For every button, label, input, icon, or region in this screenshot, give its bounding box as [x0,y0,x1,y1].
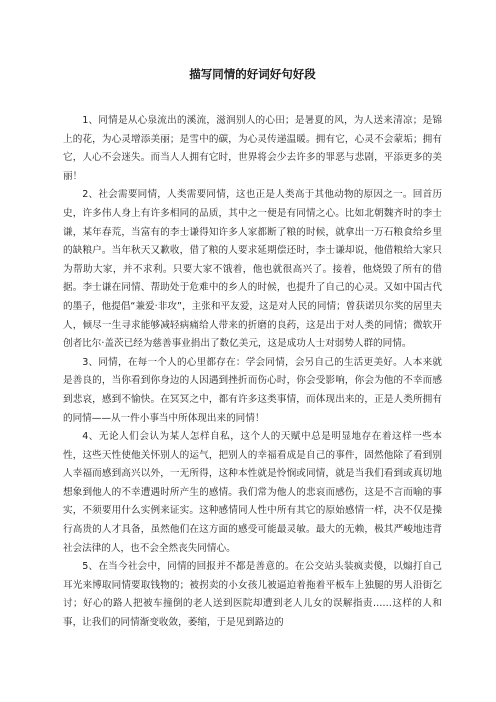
paragraph-3: 3、同情，在每一个人的心里都存在：学会同情，会另自己的生活更美好。人本来就是善良的，当你看到你身边的人因遇到挫折而伤心时，你会受影响，你会为他的不幸而感到悲哀，感到不愉快。在冥冥之中，都有许多这类事情，而体现出来的，正是人类所拥有的同情——从一件小事当中所体现出来的同情！ [63,356,442,424]
paragraph-2: 2、社会需要同情，人类需要同情，这也正是人类高于其他动物的原因之一。回首历史，许多伟人身上有许多相同的品质，其中之一便是有同情之心。比如北朝魏齐时的李士谦，某年春荒，当富有的李士谦得知许多人家都断了粮的时候，就拿出一万石粮食给乡里的缺粮户。当年秋天又歉收，借了粮的人要求延期偿还时，李士谦却说，他借粮给大家只为帮助大家，并不求利。只要大家不饿着，他也就很高兴了。接着，他烧毁了所有的借据。李士谦在同情、帮助处于危难中的乡人的时候，也提升了自己的心灵。又如中国古代的墨子，他提倡“兼爱·非攻”，主张和平友爱，这是对人民的同情；曾获诺贝尔奖的居里夫人，倾尽一生寻求能够减轻病痛给人带来的折磨的良药，这是出于对人类的同情；微软开创者比尔·盖茨已经为慈善事业捐出了数亿美元，这是成功人士对弱势人群的同情。 [63,189,442,350]
paragraph-5: 5、在当今社会中，同情的回报并不都是善意的。在公交站头装疯卖傻，以煽打自己耳光来博取同情要取钱物的；被拐卖的小女孩儿被逼迫着拖着平板车上独腿的男人沿街乞讨；好心的路人把被车撞倒的老人送到医院却遭到老人儿女的误解指责……这样的人和事，让我们的同情渐变收敛，萎缩，于是见到路边的 [63,561,442,629]
paragraph-1: 1、同情是从心泉流出的溪流，滋润别人的心田；是暑夏的风，为人送来清凉；是锦上的花，为心灵增添美丽；是雪中的碳，为心灵传递温暖。拥有它，心灵不会蒙垢；拥有它，人心不会迷失。而当人人拥有它时，世界将会少去许多的罪恶与悲剧，平添更多的美丽！ [63,115,442,182]
document-title: 描写同情的好词好句好段 [189,67,316,81]
paragraph-4: 4、无论人们会认为某人怎样自私，这个人的天赋中总是明显地存在着这样一些本性，这些天性使他关怀别人的运气，把别人的幸福看成是自己的事件，固然他除了看到别人幸福而感到高兴以外，一无所得，这种本性就是怜悯或同情，就是当我们看到或真切地想象到他人的不幸遭遇时所产生的感情。我们常为他人的悲哀而感伤，这是不言而喻的事实，不须要用什么实例来证实。这种感情同人性中所有其它的原始感情一样，决不仅是操行高贵的人才具备，虽然他们在这方面的感受可能最灵敏。最大的无赖，极其严峻地违背社会法律的人，也不会全然丧失同情心。 [63,431,442,554]
